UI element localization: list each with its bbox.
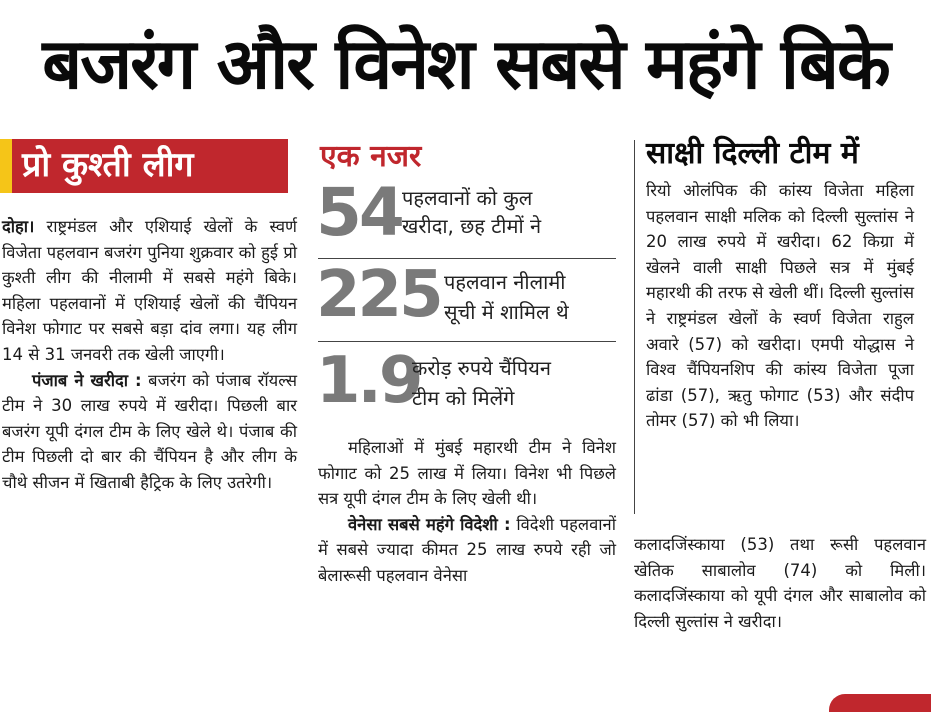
stat-text: करोड़ रुपये चैंपियन xyxy=(412,356,551,380)
sub-heading: पंजाब ने खरीदा : xyxy=(32,370,142,390)
sidebar-body xyxy=(646,178,914,434)
stat-number: 1.9 xyxy=(316,344,421,418)
stat-text: सूची में शामिल थे xyxy=(444,300,569,324)
paragraph-text: राष्ट्रमंडल और एशियाई खेलों के स्वर्ण विजेता पहलवान बजरंग पुनिया शुक्रवार को हुई प्रो कुश्ती लीग की नीलामी में सबसे महंगे बिके। महिला पहलवानों में एशियाई खेलों की चैंपियन विनेश फोगाट पर सबसे बड़ा दांव लगा। यह लीग 14 से 31 जनवरी तक खेली जाएगी। xyxy=(2,217,297,364)
corner-tab xyxy=(829,694,931,712)
paragraph xyxy=(2,214,297,368)
paragraph: रियो ओलंपिक की कांस्य विजेता महिला पहलवान साक्षी मलिक को दिल्ली सुल्तांस ने 20 लाख रुपये में खरीदा। 62 किग्रा में खेलने वाली साक्षी पिछले सत्र में मुंबई महारथी की तरफ से खेली थीं। दिल्ली सुल्तांस ने राष्ट्रमंडल खेलों के स्वर्ण विजेता राहुल अवारे (57) को खरीदा। एमपी योद्धास ने विश्व चैंपियनशिप की कांस्य विजेता पूजा ढांडा (57), ऋतु फोगाट (53) और संदीप तोमर (57) को भी लिया। xyxy=(646,181,914,431)
divider xyxy=(318,341,616,342)
stat-text: टीम को मिलेंगे xyxy=(412,386,515,410)
stat-box xyxy=(316,346,618,418)
column-3-body xyxy=(634,532,926,634)
paragraph-text: बजरंग को पंजाब रॉयल्स टीम ने 30 लाख रुपये में खरीदा। पिछली बार बजरंग यूपी दंगल टीम के लिए खेले थे। पंजाब की टीम पिछली दो बार की चैंपियन है और लीग के चौथे सीजन में खिताबी हैट्रिक के लिए उतरेगी। xyxy=(2,370,297,492)
stat-text: खरीदा, छह टीमों ने xyxy=(402,214,542,238)
paragraph xyxy=(318,512,616,589)
banner-stripe xyxy=(0,139,12,193)
paragraph xyxy=(2,368,297,496)
stat-number: 54 xyxy=(316,174,402,251)
column-1-body xyxy=(2,214,297,496)
headline: बजरंग और विनेश सबसे महंगे बिके xyxy=(42,23,889,105)
dateline: दोहा। xyxy=(2,217,35,236)
ek-nazar-title: एक नजर xyxy=(320,139,422,174)
stat-box xyxy=(316,258,618,334)
column-rule xyxy=(634,140,635,514)
stat-text: पहलवानों को कुल xyxy=(402,186,533,210)
sidebar-title: साक्षी दिल्ली टीम में xyxy=(646,136,859,171)
stat-text: पहलवान नीलामी xyxy=(444,270,566,294)
section-banner xyxy=(0,139,288,193)
paragraph-text: विदेशी पहलवानों में सबसे ज्यादा कीमत 25 लाख रुपये रही जो बेलारूसी पहलवान वेनेसा xyxy=(318,514,616,585)
paragraph: महिलाओं में मुंबई महारथी टीम ने विनेश फोगाट को 25 लाख में लिया। विनेश भी पिछले सत्र यूपी दंगल टीम के लिए खेली थी। xyxy=(318,438,616,509)
stat-box xyxy=(316,174,618,251)
sub-heading: वेनेसा सबसे महंगे विदेशी : xyxy=(348,514,511,534)
column-2-body xyxy=(318,435,616,589)
paragraph: कलादजिंस्काया (53) तथा रूसी पहलवान खेतिक साबालोव (74) को मिली। कलादजिंस्काया को यूपी दंगल और साबालोव को दिल्ली सुल्तांस ने खरीदा। xyxy=(634,535,926,631)
section-banner-label: प्रो कुश्ती लीग xyxy=(22,145,194,185)
stat-number: 225 xyxy=(316,258,441,332)
